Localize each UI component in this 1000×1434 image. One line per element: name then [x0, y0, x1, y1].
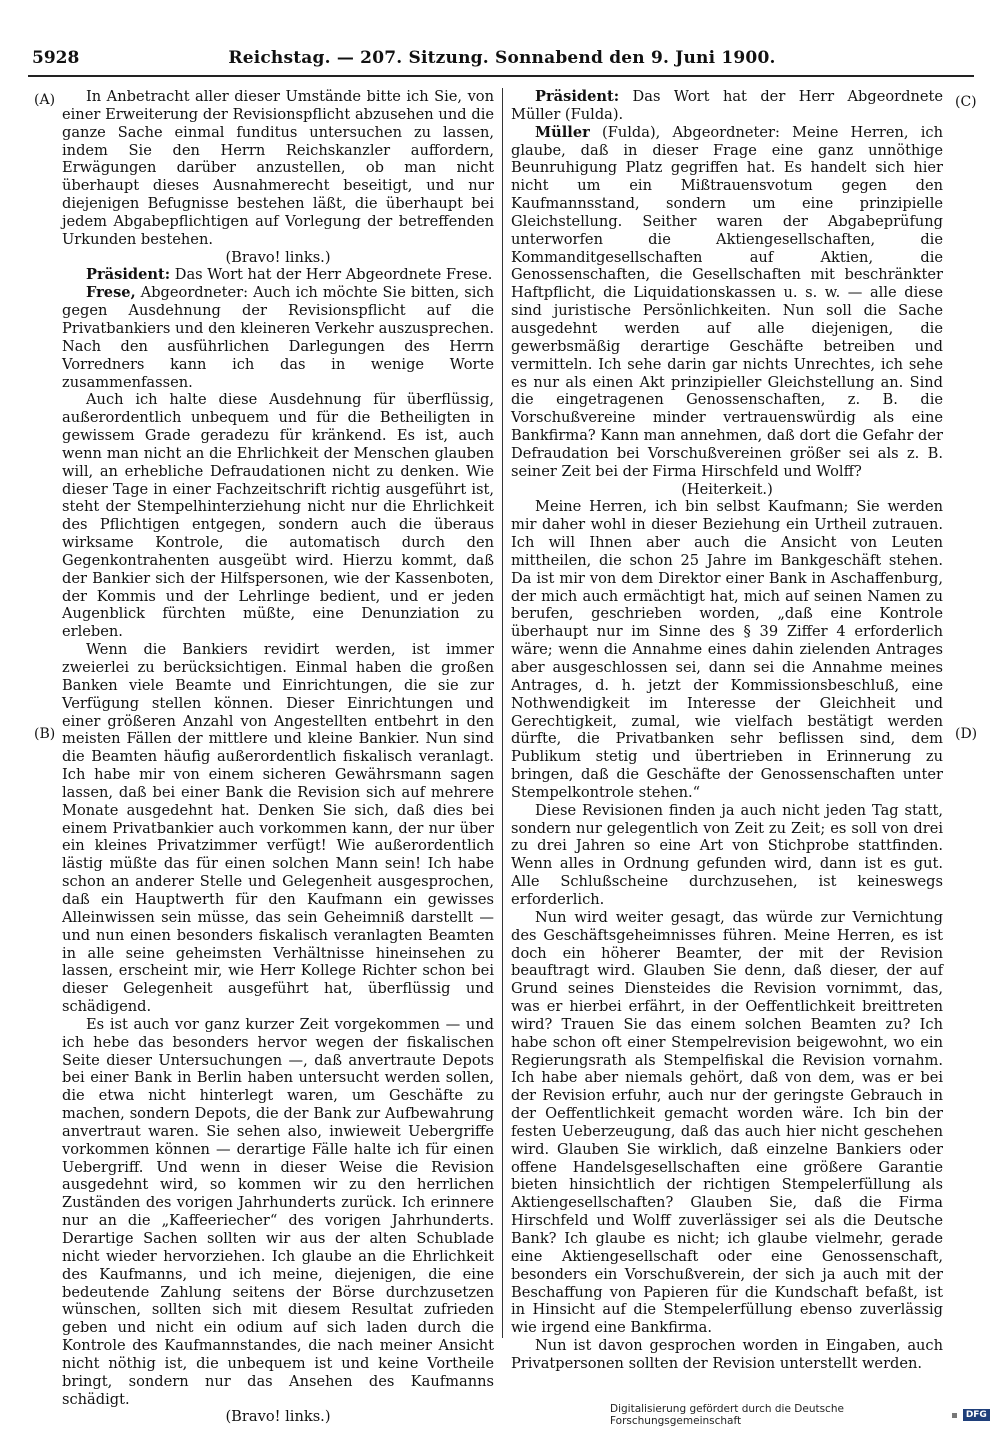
speaker-name: Müller [535, 123, 590, 141]
footer-credit: Digitalisierung gefördert durch die Deutsche Forschungsgemeinschaft [610, 1403, 844, 1427]
speech-paragraph [511, 88, 943, 124]
page-footer [610, 1403, 990, 1427]
body-paragraph: Diese Revisionen finden ja auch nicht jeden Tag statt, sondern nur gelegentlich von Zeit zu Zeit; es soll von drei zu drei Jahren so eine Art von Stichprobe stattfinden. Wenn alles in Ordnung gefunden wird, dann ist es gut. Alle Schlußscheine durchzusehen, ist keineswegs erforderlich. [511, 801, 943, 908]
header-rule [28, 75, 974, 77]
stage-direction: (Heiterkeit.) [681, 480, 773, 498]
speaker-name: Präsident: [86, 266, 171, 284]
running-title: Reichstag. — 207. Sitzung. Sonnabend den 9. Juni 1900. [228, 48, 776, 68]
dfg-logo: DFG [963, 1409, 990, 1421]
margin-mark-c: (C) [955, 94, 977, 110]
left-column [62, 88, 494, 1426]
speech-paragraph [62, 284, 494, 391]
stage-direction: (Bravo! links.) [225, 1408, 331, 1426]
body-paragraph: Nun ist davon gesprochen worden in Eingaben, auch Privatpersonen sollten der Revision unterstellt werden. [511, 1337, 943, 1372]
speech-text: Das Wort hat der Herr Abgeordnete Frese. [170, 266, 493, 284]
speaker-name: Präsident: [535, 88, 620, 105]
speech-paragraph [62, 266, 494, 284]
stage-direction: (Bravo! links.) [225, 248, 331, 266]
body-paragraph: Es ist auch vor ganz kurzer Zeit vorgekommen — und ich hebe das besonders hervor wegen der fiskalischen Seite dieser Untersuchungen —, daß anvertraute Depots bei einer Bank in Berlin haben untersucht werden sollen, die etwa nicht hinterlegt waren, um Geschäfte zu machen, sondern Depots, die der Bank zur Aufbewahrung anvertraut waren. Sie sehen also, inwieweit Uebergriffe vorkommen können — derartige Fälle halte ich für einen Uebergriff. Und wenn in dieser Weise die Revision ausgedehnt wird, so kommen wir zu den herrlichen Zuständen des vorigen Jahrhunderts zurück. Ich erinnere nur an die „Kaffeeriecher“ des vorigen Jahrhunderts. Derartige Sachen sollten wir aus der alten Schublade nicht wieder hervorziehen. Ich glaube an die Ehrlichkeit des Kaufmanns, und ich meine, diejenigen, die eine bedeutende Zahlung seitens der Börse durchzusetzen wünschen, sollten sich mit diesem Resultat zufrieden geben und nicht ein odium auf sich laden durch die Kontrole des Kaufmannstandes, die nach meiner Ansicht nicht nöthig ist, die unbequem ist und keine Vortheile bringt, sondern nur das Ansehen des Kaufmanns schädigt. [62, 1015, 494, 1408]
speaker-name: Frese, [86, 284, 136, 302]
speech-text: Abgeordneter: Auch ich möchte Sie bitten, sich gegen Ausdehnung der Revisionspflicht auf die Privatbankiers und den kleineren Verkehr auszusprechen. Nach den ausführlichen Darlegungen des Herrn Vorredners kann ich das in wenige Worte zusammenfassen. [62, 284, 494, 391]
separator-dot [952, 1413, 957, 1418]
body-paragraph: Wenn die Bankiers revidirt werden, ist immer zweierlei zu berücksichtigen. Einmal haben die großen Banken viele Beamte und Einrichtungen, die sie zur Verfügung stellen können. Dieser Einrichtungen und einer größeren Anzahl von Angestellten entbehrt in den meisten Fällen der mittlere und kleine Bankier. Nun sind die Beamten häufig außerordentlich fiskalisch veranlagt. Ich habe mir von einem sicheren Gewährsmann sagen lassen, daß bei einer Bank die Revision sich auf mehrere Monate ausgedehnt hat. Denken Sie sich, daß dies bei einem Privatbankier auch vorkommen kann, der nur über ein kleines Privatzimmer verfügt! Wie außerordentlich lästig müßte das für einen solchen Mann sein! Ich habe schon an anderer Stelle und Gelegenheit ausgesprochen, daß ein Hauptwerth für den Kaufmann ein gewisses Alleinwissen sein müsse, das sein Geheimniß darstellt — und nun einen besonders fiskalisch veranlagten Beamten in alle seine geheimsten Verhältnisse hineinsehen zu lassen, erscheint mir, wie Herr Kollege Richter schon bei dieser Gelegenheit ausgeführt hat, überflüssig und schädigend. [62, 641, 494, 1016]
margin-mark-b: (B) [34, 726, 56, 742]
speech-paragraph [511, 124, 943, 481]
body-paragraph: Meine Herren, ich bin selbst Kaufmann; Sie werden mir daher wohl in dieser Beziehung ein Urtheil zutrauen. Ich will Ihnen aber auch die Ansicht von Leuten mittheilen, die schon 25 Jahre im Bankgeschäft stehen. Da ist mir von dem Direktor einer Bank in Aschaffenburg, der mich auch ermächtigt hat, mich auf seinen Namen zu berufen, geschrieben worden, „daß eine Kontrole überhaupt nur im Sinne des § 39 Ziffer 4 erforderlich wäre; wenn die Annahme eines dahin zielenden Antrages aber ausgeschlossen sei, dann sei die Annahme meines Antrages, d. h. jetzt der Kommissionsbeschluß, eine Nothwendigkeit im Interesse der Gleichheit und Gerechtigkeit, zumal, wie vielfach bestätigt werden dürfte, die Privatbanken sehr beflissen sind, dem Publikum stetig und übertrieben in Erinnerung zu bringen, daß die Geschäfte der Genossenschaften unter Stempelkontrole stehen.“ [511, 498, 943, 801]
speech-text: (Fulda), Abgeordneter: Meine Herren, ich glaube, daß in dieser Frage eine ganz unnöthige Beunruhigung Platz gegriffen hat. Es handelt sich hier nicht um ein Mißtrauensvotum gegen den Kaufmannsstand, sondern um eine prinzipielle Gleichstellung. Seither waren der Abgabeprüfung unterworfen die Aktiengesellschaften, die Kommanditgesellschaften auf Aktien, die Genossenschaften, die Gesellschaften mit beschränkter Haftpflicht, die Liquidationskassen u. s. w. — alle diese sind juristische Persönlichkeiten. Nun soll die Sache ausgedehnt werden auf alle diejenigen, die gewerbsmäßig derartige Geschäfte betreiben und vermitteln. Ich sehe darin gar nichts Unrechtes, ich sehe es nur als einen Akt prinzipieller Gleichstellung an. Sind die eingetragenen Genossenschaften, z. B. die Vorschußvereine minder vertrauenswürdig als eine Bankfirma? Kann man annehmen, daß dort die Gefahr der Defraudation bei Vorschußvereinen größer sei als z. B. seiner Zeit bei der Firma Hirschfeld und Wolff? [511, 123, 943, 480]
margin-mark-d: (D) [955, 726, 978, 742]
speech-text: Das Wort hat der Herr Abgeordnete Müller (Fulda). [511, 88, 943, 123]
page-number: 5928 [32, 48, 80, 68]
body-paragraph: Auch ich halte diese Ausdehnung für überflüssig, außerordentlich unbequem und für die Betheiligten in gewissem Grade geradezu für kränkend. Es ist, auch wenn man nicht an die Ehrlichkeit der Menschen glauben will, an erhebliche Defraudationen nicht zu denken. Wie dieser Tage in einer Fachzeitschrift richtig ausgeführt ist, steht der Stempelhinterziehung nicht nur die Ehrlichkeit des Pflichtigen entgegen, sondern auch die überaus wirksame Kontrole, die automatisch durch den Gegenkontrahenten ausgeübt wird. Hierzu kommt, daß der Bankier sich der Hilfspersonen, wie der Kassenboten, der Kommis und der Lehrlinge bedient, und er jeden Augenblick fürchten müßte, eine Denunziation zu erleben. [62, 391, 494, 641]
margin-mark-a: (A) [34, 92, 56, 108]
right-column [511, 88, 943, 1373]
page-header [30, 46, 974, 72]
column-divider [502, 88, 503, 1338]
body-paragraph: In Anbetracht aller dieser Umstände bitte ich Sie, von einer Erweiterung der Revisionspflicht abzusehen und die ganze Sache einmal funditus untersuchen zu lassen, indem Sie den Herrn Reichskanzler auffordern, Erwägungen darüber anzustellen, ob man nicht überhaupt dieses Ausnahmerecht beseitigt, und nur diejenigen Befugnisse bestehen läßt, die überhaupt bei jedem Abgabepflichtigen auf Vorlegung der betreffenden Urkunden bestehen. [62, 88, 494, 248]
body-paragraph: Nun wird weiter gesagt, das würde zur Vernichtung des Geschäftsgeheimnisses führen. Meine Herren, es ist doch ein höherer Beamter, der mit der Revision beauftragt wird. Glauben Sie denn, daß dieser, der auf Grund seines Diensteides die Revision vornimmt, das, was er hierbei erfährt, in der Oeffentlichkeit breittreten wird? Trauen Sie das einem solchen Beamten zu? Ich habe schon oft einer Stempelrevision beigewohnt, wo ein Regierungsrath als Stempelfiskal die Revision vornahm. Ich habe aber niemals gehört, daß von dem, was er bei der Revision erfuhr, auch nur der geringste Gebrauch in der Oeffentlichkeit gemacht worden wäre. Ich bin der festen Ueberzeugung, daß das auch hier nicht geschehen wird. Glauben Sie wirklich, daß einzelne Bankiers oder offene Handelsgesellschaften eine größere Garantie bieten hinsichtlich der richtigen Stempelerfüllung als Aktiengesellschaften? Glauben Sie, daß die Firma Hirschfeld und Wolff zuverlässiger sei als die Deutsche Bank? Ich glaube es nicht; ich glaube vielmehr, gerade eine Aktiengesellschaft oder eine Genossenschaft, besonders ein Vorschußverein, der sich ja auch mit der Beschaffung von Papieren für die Kundschaft befaßt, ist in Hinsicht auf die Stempelerfüllung ebenso zuverlässig wie irgend eine Bankfirma. [511, 908, 943, 1337]
